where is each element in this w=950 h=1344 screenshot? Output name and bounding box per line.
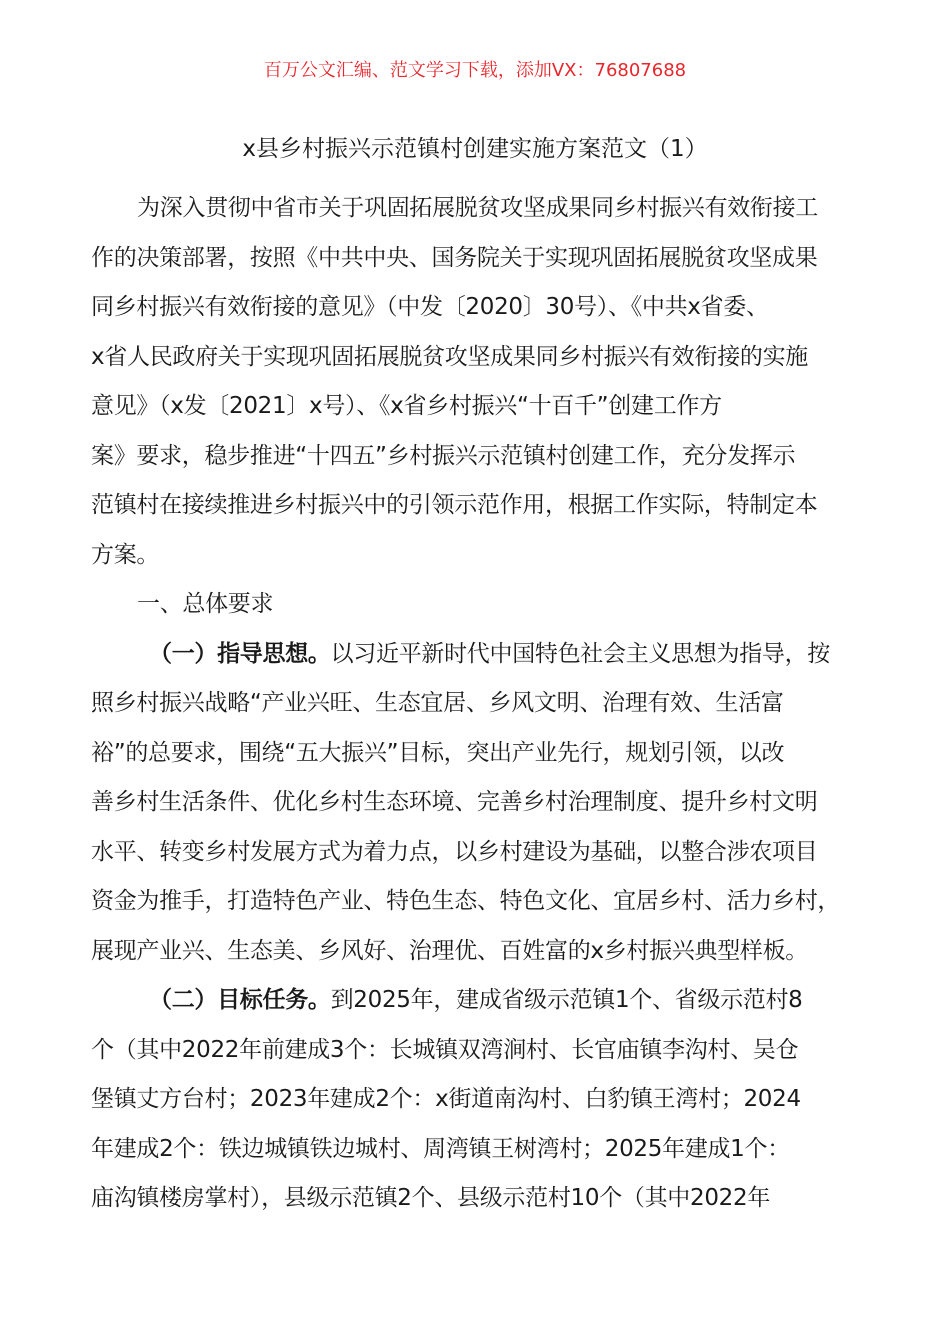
header-watermark-note: 百万公文汇编、范文学习下载，添加VX：76807688 [263,60,687,81]
section-heading-general-requirements: 一、总体要求 [137,591,274,617]
document-title: x县乡村振兴示范镇村创建实施方案范文（1） [242,136,708,162]
paragraph-target-tasks-line-2: 个（其中2022年前建成3个：长城镇双湾涧村、长官庙镇李沟村、吴仓 [91,1036,799,1063]
paragraph-target-tasks-line-3: 堡镇丈方台村；2023年建成2个：x街道南沟村、白豹镇王湾村；2024 [91,1086,801,1112]
document-body [91,190,871,1230]
paragraph-intro-line-5: 意见》（x发〔2021〕x号）、《x省乡村振兴“十百千”创建工作方 [91,393,722,419]
paragraph-guiding-ideology-line-1 [91,636,871,686]
paragraph-intro-line-1: 为深入贯彻中省市关于巩固拓展脱贫攻坚成果同乡村振兴有效衔接工 [137,195,819,221]
paragraph-guiding-ideology-line-2: 照乡村振兴战略“产业兴旺、生态宜居、乡风文明、治理有效、生活富 [91,690,784,716]
paragraph-intro-line-8: 方案。 [91,541,160,568]
paragraph-intro-line-6: 案》要求，稳步推进“十四五”乡村振兴示范镇村创建工作，充分发挥示 [91,442,796,469]
paragraph-target-tasks-line-1 [91,982,871,1032]
paragraph-guiding-ideology-line-4: 善乡村生活条件、优化乡村生态环境、完善乡村治理制度、提升乡村文明 [91,789,818,815]
paragraph-guiding-ideology-line-3: 裕”的总要求，围绕“五大振兴”目标，突出产业先行，规划引领，以改 [91,739,785,766]
paragraph-intro-line-4: x省人民政府关于实现巩固拓展脱贫攻坚成果同乡村振兴有效衔接的实施 [91,343,809,370]
subheading-guiding-ideology: （一）指导思想。 [149,640,331,667]
paragraph-text: 以习近平新时代中国特色社会主义思想为指导，按 [330,640,831,667]
paragraph-guiding-ideology-line-7: 展现产业兴、生态美、乡风好、治理优、百姓富的x乡村振兴典型样板。 [91,937,809,964]
paragraph-target-tasks-line-5: 庙沟镇楼房掌村），县级示范镇2个、县级示范村10个（其中2022年 [91,1185,771,1211]
subheading-target-tasks: （二）目标任务。 [149,987,331,1013]
paragraph-intro-line-3: 同乡村振兴有效衔接的意见》（中发〔2020〕30号）、《中共x省委、 [91,294,769,320]
paragraph-target-tasks-line-4: 年建成2个：铁边城镇铁边城村、周湾镇王树湾村；2025年建成1个： [91,1135,790,1162]
paragraph-guiding-ideology-line-6: 资金为推手，打造特色产业、特色生态、特色文化、宜居乡村、活力乡村， [91,888,841,914]
paragraph-intro-line-7: 范镇村在接续推进乡村振兴中的引领示范作用，根据工作实际，特制定本 [91,492,818,518]
paragraph-intro-line-2: 作的决策部署，按照《中共中央、国务院关于实现巩固拓展脱贫攻坚成果 [91,244,818,271]
paragraph-text: 到2025年，建成省级示范镇1个、省级示范村8 [330,987,803,1013]
paragraph-guiding-ideology-line-5: 水平、转变乡村发展方式为着力点，以乡村建设为基础，以整合涉农项目 [91,838,818,865]
